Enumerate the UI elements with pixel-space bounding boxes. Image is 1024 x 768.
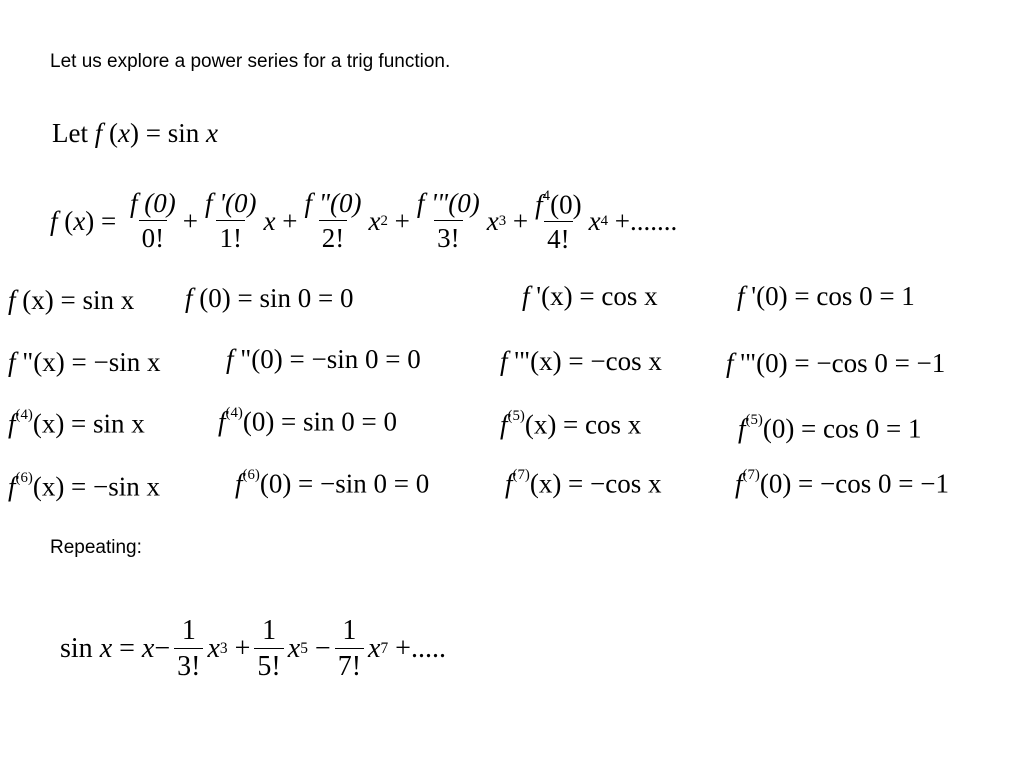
deriv-r3-a-sup: (4): [15, 407, 33, 423]
deriv-r4-a: [8, 471, 160, 500]
deriv-r1-a-rest: (x) = sin x: [22, 285, 135, 315]
result-term-1-power: 5: [300, 640, 308, 658]
deriv-r4-c-rest: (x) = −cos x: [529, 468, 662, 499]
deriv-r3-b: [218, 406, 397, 435]
result-term-1-x: x: [287, 633, 301, 664]
deriv-r4-b: [235, 468, 429, 497]
result-term-1: [254, 617, 283, 681]
series-plus-4: +: [512, 205, 529, 236]
series-eq: =: [101, 205, 117, 236]
deriv-r3-a-f: f: [8, 408, 16, 439]
let-f: f: [94, 118, 103, 148]
let-arg: x: [205, 118, 218, 148]
let-word: Let: [52, 118, 88, 148]
intro-text: Let us explore a power series for a trig function.: [50, 51, 451, 72]
result-minus: −: [154, 633, 171, 664]
series-term-4-num-tail: (0): [550, 189, 582, 220]
let-definition: [52, 120, 218, 147]
series-term-2-num: f "(0): [304, 188, 362, 218]
series-term-3-num: f '"(0): [416, 188, 480, 218]
deriv-r4-d-f: f: [735, 468, 743, 499]
deriv-r4-a-rest: (x) = −sin x: [32, 471, 161, 502]
deriv-r3-d: [738, 413, 922, 442]
series-term-0-den: 0!: [139, 220, 168, 252]
deriv-r3-d-f: f: [738, 413, 746, 444]
deriv-r3-c-f: f: [500, 409, 508, 440]
deriv-r4-b-f: f: [235, 468, 243, 499]
series-term-4-num-f: f: [535, 189, 543, 220]
result-term-2-den: 7!: [335, 648, 364, 681]
result-first-x: x: [141, 633, 155, 664]
deriv-r3-a: [8, 408, 145, 437]
result-term-2-power: 7: [380, 640, 389, 658]
series-term-4-power: 4: [600, 212, 608, 229]
series-plus-1: +: [182, 205, 198, 236]
series-term-2-den: 2!: [319, 220, 348, 252]
deriv-r3-b-sup: (4): [225, 405, 243, 421]
series-term-4-den: 4!: [544, 221, 573, 253]
deriv-r1-a-f: f: [8, 285, 16, 315]
deriv-r2-c-f: f: [500, 346, 508, 376]
series-term-3-power: 3: [498, 212, 507, 229]
deriv-r4-c-f: f: [505, 468, 513, 499]
result-term-0: [174, 617, 203, 681]
result-term-0-den: 3!: [174, 648, 203, 681]
deriv-r1-d-f: f: [737, 281, 745, 311]
deriv-r1-c: [522, 283, 658, 310]
deriv-r3-d-sup: (5): [745, 412, 763, 428]
let-rparen: ): [129, 118, 139, 148]
series-lhs-open: (: [64, 205, 74, 236]
result-term-2-x: x: [368, 633, 381, 664]
deriv-r3-c-sup: (5): [507, 408, 525, 424]
series-term-3-x: x: [486, 205, 499, 236]
result-term-0-power: 3: [219, 640, 228, 658]
series-term-1-den: 1!: [216, 220, 245, 252]
deriv-r3-d-rest: (0) = cos 0 = 1: [762, 413, 922, 444]
deriv-r1-b: [185, 285, 353, 312]
deriv-r1-c-f: f: [522, 281, 530, 311]
deriv-r3-b-rest: (0) = sin 0 = 0: [242, 406, 398, 437]
deriv-r4-c-sup: (7): [512, 467, 530, 483]
series-term-2-power: 2: [380, 212, 388, 229]
sin-series-result: [60, 608, 446, 690]
deriv-r3-a-rest: (x) = sin x: [32, 408, 145, 439]
deriv-r1-b-rest: (0) = sin 0 = 0: [199, 283, 354, 313]
deriv-r4-d: [735, 468, 949, 497]
let-eq: =: [145, 118, 161, 148]
deriv-r2-d-f: f: [726, 348, 734, 378]
deriv-r4-d-sup: (7): [742, 467, 760, 483]
series-tail: +.......: [614, 205, 678, 236]
series-plus-2: +: [282, 205, 298, 236]
result-term-1-den: 5!: [254, 648, 283, 681]
deriv-r4-a-sup: (6): [15, 470, 33, 486]
let-x: x: [118, 118, 130, 148]
result-term-2-num: 1: [342, 615, 357, 646]
deriv-r2-b-rest: "(0) = −sin 0 = 0: [240, 344, 421, 374]
result-term-1-num: 1: [262, 615, 277, 646]
deriv-r2-c: [500, 348, 662, 375]
deriv-r4-b-rest: (0) = −sin 0 = 0: [259, 468, 430, 499]
series-term-3-den: 3!: [434, 220, 463, 252]
result-op-2: +.....: [395, 633, 446, 664]
deriv-r2-d: [726, 350, 945, 377]
series-term-4-x: x: [588, 205, 601, 236]
deriv-r1-d: [737, 283, 915, 310]
deriv-r2-a-rest: "(x) = −sin x: [22, 347, 161, 377]
result-term-2: [335, 617, 364, 681]
result-eq: =: [119, 633, 135, 664]
deriv-r4-b-sup: (6): [242, 467, 260, 483]
result-sin: sin: [60, 633, 93, 664]
series-term-2-x: x: [368, 205, 381, 236]
deriv-r2-a-f: f: [8, 347, 16, 377]
deriv-r4-c: [505, 468, 662, 497]
deriv-r1-d-rest: '(0) = cos 0 = 1: [751, 281, 915, 311]
deriv-r4-d-rest: (0) = −cos 0 = −1: [759, 468, 949, 499]
series-term-1-num: f '(0): [204, 188, 257, 218]
deriv-r2-b: [226, 346, 421, 373]
result-lhs-x: x: [99, 633, 113, 664]
series-term-2: [301, 190, 364, 252]
result-op-0: +: [234, 633, 251, 664]
series-term-1: [202, 190, 260, 252]
series-lhs-close: ): [85, 205, 95, 236]
series-term-0: [127, 190, 179, 252]
deriv-r1-a: [8, 287, 134, 314]
series-term-4: [532, 189, 584, 253]
deriv-r2-c-rest: '"(x) = −cos x: [514, 346, 662, 376]
series-term-4-num-sup: 4: [542, 187, 551, 204]
deriv-r3-b-f: f: [218, 406, 226, 437]
let-sin: sin: [167, 118, 200, 148]
let-lparen: (: [109, 118, 118, 148]
series-plus-3: +: [394, 205, 410, 236]
deriv-r1-b-f: f: [185, 283, 193, 313]
deriv-r3-c-rest: (x) = cos x: [524, 409, 642, 440]
result-term-0-num: 1: [181, 615, 196, 646]
deriv-r2-a: [8, 349, 160, 376]
result-term-0-x: x: [207, 633, 220, 664]
series-term-0-num: f (0): [129, 188, 176, 218]
deriv-r3-c: [500, 409, 641, 438]
series-term-3: [414, 190, 483, 252]
deriv-r2-d-rest: '"(0) = −cos 0 = −1: [740, 348, 946, 378]
series-lhs-f: f: [50, 205, 58, 236]
result-op-1: −: [314, 633, 331, 664]
taylor-series: [50, 180, 677, 262]
series-term-1-x: x: [263, 205, 276, 236]
deriv-r4-a-f: f: [8, 471, 16, 502]
deriv-r1-c-rest: '(x) = cos x: [536, 281, 658, 311]
repeating-label: Repeating:: [50, 537, 142, 558]
series-lhs-x: x: [73, 205, 86, 236]
deriv-r2-b-f: f: [226, 344, 234, 374]
